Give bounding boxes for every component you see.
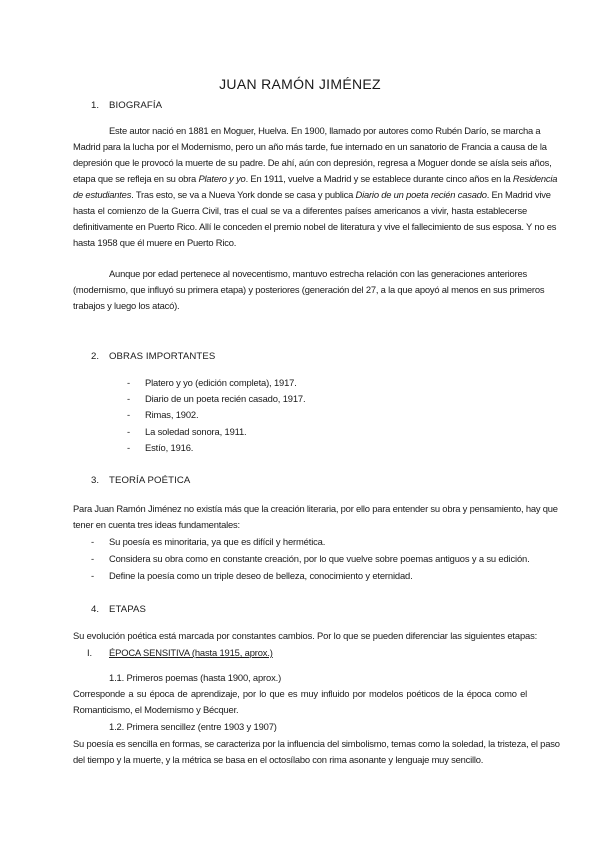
substage-2-title: 1.2. Primera sencillez (entre 1903 y 1907) xyxy=(109,721,277,732)
section-4-heading: ETAPAS xyxy=(109,604,147,615)
substage-2-line: del tiempo y la muerte, y la métrica se basa en el octosílabo con rima asonante y lenguaje muy sencillo. xyxy=(73,754,484,765)
page-title: JUAN RAMÓN JIMÉNEZ xyxy=(219,76,381,92)
bio-line: Este autor nació en 1881 en Moguer, Huelva. En 1900, llamado por autores como Rubén Darío, se marcha a xyxy=(109,125,541,136)
section-3-heading: TEORÍA POÉTICA xyxy=(109,475,191,486)
list-item: Define la poesía como un triple deseo de belleza, conocimiento y eternidad. xyxy=(109,570,413,581)
substage-1-title: 1.1. Primeros poemas (hasta 1900, aprox.) xyxy=(109,672,282,683)
section-4-number: 4. xyxy=(91,604,100,615)
list-item: Rimas, 1902. xyxy=(145,409,199,420)
section-1-heading: BIOGRAFÍA xyxy=(109,100,163,111)
section-3-number: 3. xyxy=(91,475,100,486)
substage-2-line: Su poesía es sencilla en formas, se caracteriza por la influencia del simbolismo, temas como la soledad, la tristeza, el paso xyxy=(73,738,560,749)
bio-line: depresión que le provocó la muerte de su padre. De ahí, aún con depresión, regresa a Moguer donde se aísla seis años, xyxy=(73,157,552,168)
list-bullet: - xyxy=(127,442,130,453)
list-item: Platero y yo (edición completa), 1917. xyxy=(145,377,297,388)
bio-line: Aunque por edad pertenece al novecentismo, mantuvo estrecha relación con las generaciones anteriores xyxy=(109,268,527,279)
list-bullet: - xyxy=(91,570,94,581)
list-bullet: - xyxy=(91,536,94,547)
list-bullet: - xyxy=(127,409,130,420)
bio-line: Madrid para la lucha por el Modernismo, pero un año más tarde, fue internado en un sanatorio de Francia a causa de la xyxy=(73,141,547,152)
section-1-number: 1. xyxy=(91,100,100,111)
section-2-heading: OBRAS IMPORTANTES xyxy=(109,351,216,362)
bio-line: de estudiantes. Tras esto, se va a Nueva York donde se casa y publica Diario de un poeta recién casado. En Madrid vive xyxy=(73,189,551,200)
theory-line: Para Juan Ramón Jiménez no existía más que la creación literaria, por ello para entender su obra y pensamiento, hay que xyxy=(73,503,558,514)
bio-line: definitivamente en Puerto Rico. Allí le conceden el premio nobel de literatura y vive el fallecimiento de sus esposa. Y no es xyxy=(73,221,557,232)
list-bullet: - xyxy=(127,426,130,437)
theory-line: tener en cuenta tres ideas fundamentales: xyxy=(73,519,240,530)
bio-line: (modernismo, que influyó su primera etapa) y posteriores (generación del 27, a la que apoyó al menos en sus primeros xyxy=(73,284,545,295)
list-item: Considera su obra como en constante creación, por lo que vuelve sobre poemas antiguos y a su edición. xyxy=(109,553,530,564)
substage-1-line: Romanticismo, el Modernismo y Bécquer. xyxy=(73,704,239,715)
list-bullet: - xyxy=(127,377,130,388)
list-bullet: - xyxy=(91,553,94,564)
bio-line: hasta 1958 que él muere en Puerto Rico. xyxy=(73,237,237,248)
section-2-number: 2. xyxy=(91,351,100,362)
stages-intro: Su evolución poética está marcada por constantes cambios. Por lo que se pueden diferenciar las siguientes etapas: xyxy=(73,630,538,641)
stage-roman-numeral: I. xyxy=(87,647,92,658)
bio-line: etapa que se refleja en su obra Platero y yo. En 1911, vuelve a Madrid y se establece durante cinco años en la Residencia xyxy=(73,173,558,184)
list-item: Estío, 1916. xyxy=(145,442,194,453)
bio-line: hasta el comienzo de la Guerra Civil, tras el cual se va a diferentes países americanos a vivir, hasta establecerse xyxy=(73,205,527,216)
list-bullet: - xyxy=(127,393,130,404)
list-item: Su poesía es minoritaria, ya que es difícil y hermética. xyxy=(109,536,326,547)
list-item: La soledad sonora, 1911. xyxy=(145,426,247,437)
substage-1-line: Corresponde a su época de aprendizaje, por lo que es muy influido por modelos poéticos de la época como el xyxy=(73,688,527,699)
list-item: Diario de un poeta recién casado, 1917. xyxy=(145,393,306,404)
bio-line: trabajos y luego los atacó). xyxy=(73,300,180,311)
stage-1-title: ÉPOCA SENSITIVA (hasta 1915, aprox.) xyxy=(109,647,273,658)
